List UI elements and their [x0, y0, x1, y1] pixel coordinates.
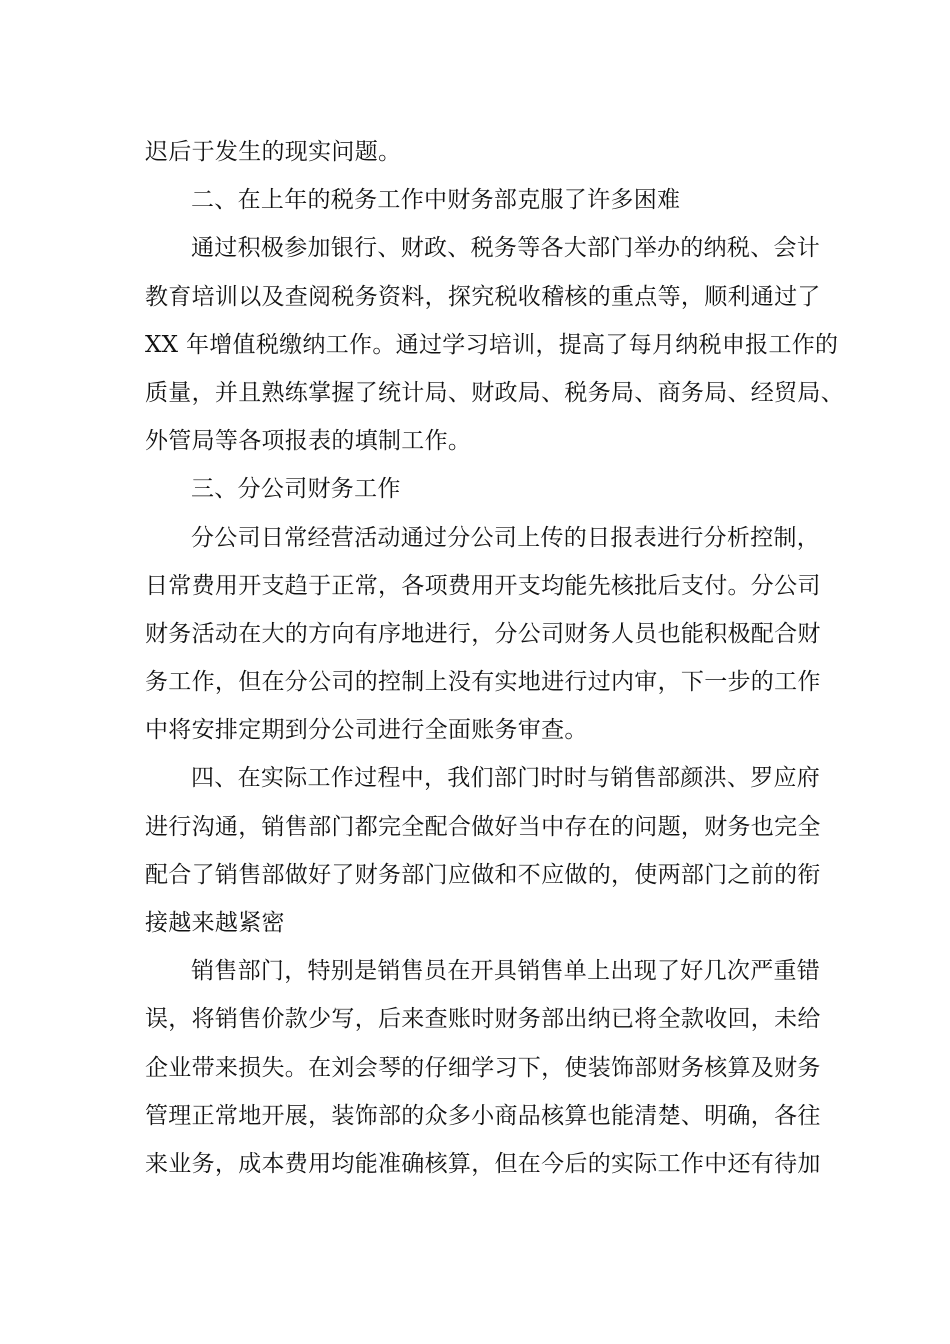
section-heading: 四、在实际工作过程中，我们部门时时与销售部颜洪、罗应府	[191, 765, 821, 792]
text-line: 教育培训以及查阅税务资料，探究税收稽核的重点等，顺利通过了	[145, 283, 821, 310]
text-line: 中将安排定期到分公司进行全面账务审查。	[145, 717, 588, 744]
text-line: 分公司日常经营活动通过分公司上传的日报表进行分析控制，	[191, 524, 821, 551]
section-heading: 二、在上年的税务工作中财务部克服了许多困难	[191, 187, 681, 214]
section-heading: 三、分公司财务工作	[191, 476, 401, 503]
text-line: 财务活动在大的方向有序地进行，分公司财务人员也能积极配合财	[145, 620, 821, 647]
text-line: 配合了销售部做好了财务部门应做和不应做的，使两部门之前的衔	[145, 861, 821, 888]
text-line: 务工作，但在分公司的控制上没有实地进行过内审，下一步的工作	[145, 669, 821, 696]
text-line: 企业带来损失。在刘会琴的仔细学习下，使装饰部财务核算及财务	[145, 1054, 821, 1081]
text-line: 销售部门，特别是销售员在开具销售单上出现了好几次严重错	[191, 958, 821, 985]
text-line: 日常费用开支趋于正常，各项费用开支均能先核批后支付。分公司	[145, 572, 821, 599]
text-line: 来业务，成本费用均能准确核算，但在今后的实际工作中还有待加	[145, 1150, 821, 1177]
text-line: 质量，并且熟练掌握了统计局、财政局、税务局、商务局、经贸局、	[145, 379, 844, 406]
body-text	[145, 128, 844, 1188]
text-line: 进行沟通，销售部门都完全配合做好当中存在的问题，财务也完全	[145, 813, 821, 840]
text-line: XX 年增值税缴纳工作。通过学习培训，提高了每月纳税申报工作的	[145, 331, 839, 358]
text-line: 迟后于发生的现实问题。	[145, 139, 402, 165]
text-line: 接越来越紧密	[145, 910, 285, 936]
text-line: 误，将销售价款少写，后来查账时财务部出纳已将全款收回，未给	[145, 1006, 821, 1033]
text-line: 外管局等各项报表的填制工作。	[145, 428, 472, 455]
text-line: 管理正常地开展，装饰部的众多小商品核算也能清楚、明确，各往	[145, 1102, 821, 1129]
text-line: 通过积极参加银行、财政、税务等各大部门举办的纳税、会计	[191, 235, 821, 262]
